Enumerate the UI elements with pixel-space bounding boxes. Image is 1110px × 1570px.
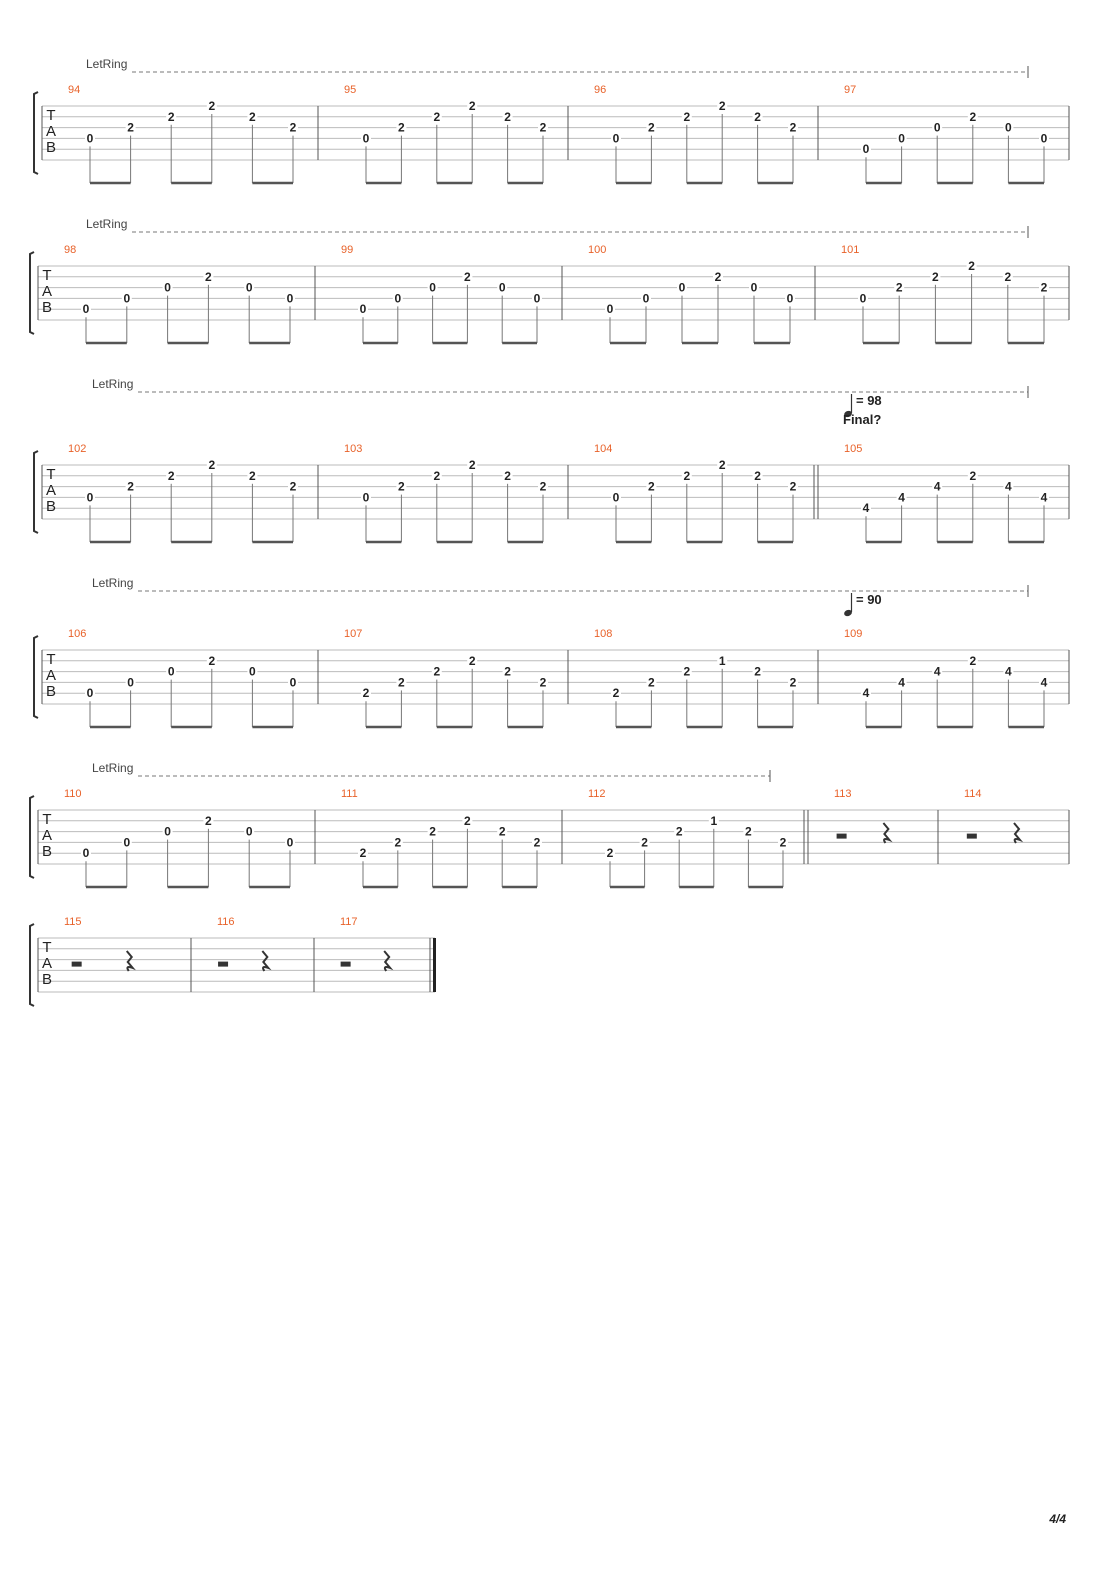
section-label: Final? <box>843 412 882 427</box>
measure-number: 95 <box>344 84 357 96</box>
tempo-value: = 98 <box>856 393 882 408</box>
fret-number: 0 <box>606 302 614 317</box>
fret-number: 2 <box>533 835 541 850</box>
fret-number: 0 <box>86 490 94 505</box>
measure-number: 99 <box>341 244 354 256</box>
fret-number: 2 <box>641 835 648 850</box>
page-number: 4/4 <box>1049 1512 1066 1526</box>
measure-number: 102 <box>68 443 87 455</box>
fret-number: 2 <box>205 813 212 828</box>
tab-clef-letter: A <box>45 123 57 140</box>
fret-number: 0 <box>249 664 256 679</box>
fret-number: 0 <box>394 291 402 306</box>
fret-number: 2 <box>606 846 614 861</box>
let-ring-label: LetRing <box>92 377 134 391</box>
fret-number: 2 <box>289 479 297 494</box>
measure-number: 103 <box>344 443 363 455</box>
half-rest <box>218 962 228 967</box>
measure-number: 98 <box>64 244 77 256</box>
fret-number: 2 <box>789 675 797 690</box>
measure-number: 116 <box>217 916 235 928</box>
fret-number: 0 <box>498 280 506 295</box>
tab-clef-letter: A <box>41 827 53 844</box>
fret-number: 0 <box>127 675 134 690</box>
fret-number: 2 <box>718 99 726 113</box>
fret-number: 0 <box>612 490 620 505</box>
tab-clef-letter: A <box>41 283 53 300</box>
fret-number: 4 <box>933 664 941 679</box>
system-bracket <box>30 252 34 334</box>
fret-number: 0 <box>123 291 131 306</box>
fret-number: 2 <box>779 835 787 850</box>
system-bracket <box>30 924 34 1006</box>
let-ring-label: LetRing <box>86 217 128 231</box>
fret-number: 2 <box>683 109 691 124</box>
fret-number: 2 <box>359 846 367 861</box>
quarter-rest <box>262 951 268 971</box>
tab-clef-letter: B <box>41 971 53 988</box>
fret-number: 0 <box>862 142 870 157</box>
fret-number: 0 <box>642 291 650 306</box>
fret-number: 4 <box>1005 664 1012 679</box>
fret-number: 0 <box>786 291 794 306</box>
fret-number: 0 <box>167 664 175 679</box>
fret-number: 0 <box>86 131 94 146</box>
tab-clef-letter: B <box>41 843 53 860</box>
tab-clef-letter: T <box>46 466 56 483</box>
fret-number: 2 <box>205 269 212 284</box>
measure-number: 96 <box>594 84 607 96</box>
measure-number: 115 <box>64 916 82 928</box>
fret-number: 2 <box>969 468 977 483</box>
fret-number: 0 <box>362 131 370 146</box>
fret-number: 2 <box>398 120 405 135</box>
fret-number: 0 <box>164 824 171 839</box>
measure-number: 94 <box>68 84 81 96</box>
measure-number: 109 <box>844 628 863 640</box>
fret-number: 2 <box>127 120 134 135</box>
fret-number: 2 <box>464 813 471 828</box>
fret-number: 4 <box>1040 675 1048 690</box>
system-bracket <box>34 636 38 718</box>
let-ring-label: LetRing <box>86 57 128 71</box>
fret-number: 2 <box>504 468 511 483</box>
measure-number: 100 <box>588 244 607 256</box>
final-barline-thick <box>433 938 436 992</box>
fret-number: 0 <box>289 675 297 690</box>
tab-clef-letter: B <box>45 139 57 156</box>
measure-number: 106 <box>68 628 87 640</box>
fret-number: 0 <box>123 835 131 850</box>
fret-number: 0 <box>1005 120 1012 135</box>
fret-number: 2 <box>498 824 506 839</box>
fret-number: 2 <box>362 686 370 701</box>
fret-number: 2 <box>745 824 752 839</box>
fret-number: 2 <box>249 468 256 483</box>
fret-number: 2 <box>464 269 471 284</box>
fret-number: 2 <box>968 259 975 273</box>
fret-number: 2 <box>612 686 620 701</box>
fret-number: 2 <box>394 835 402 850</box>
fret-number: 0 <box>359 302 367 317</box>
fret-number: 2 <box>504 664 511 679</box>
measure-number: 113 <box>834 788 852 800</box>
tab-clef-letter: A <box>45 482 57 499</box>
fret-number: 2 <box>683 468 691 483</box>
fret-number: 0 <box>82 302 90 317</box>
measure-number: 117 <box>340 916 358 928</box>
fret-number: 2 <box>714 269 722 284</box>
tab-clef-letter: T <box>42 939 52 956</box>
fret-number: 2 <box>504 109 511 124</box>
fret-number: 2 <box>754 109 761 124</box>
tab-clef-letter: T <box>46 651 56 668</box>
tab-clef-letter: T <box>42 267 52 284</box>
fret-number: 1 <box>718 653 726 668</box>
fret-number: 2 <box>969 653 977 668</box>
fret-number: 2 <box>789 120 797 135</box>
fret-number: 4 <box>862 686 870 701</box>
fret-number: 4 <box>1005 479 1012 494</box>
tempo-value: = 90 <box>856 592 882 607</box>
fret-number: 2 <box>539 120 547 135</box>
measure-number: 114 <box>964 788 982 800</box>
measure-number: 110 <box>64 788 82 800</box>
system-bracket <box>34 92 38 174</box>
half-rest <box>72 962 82 967</box>
measure-number: 112 <box>588 788 606 800</box>
quarter-rest <box>384 951 390 971</box>
fret-number: 2 <box>127 479 134 494</box>
fret-number: 2 <box>433 468 441 483</box>
fret-number: 2 <box>167 468 175 483</box>
system-bracket <box>34 451 38 533</box>
measure-number: 111 <box>341 788 358 800</box>
fret-number: 2 <box>539 675 547 690</box>
fret-number: 2 <box>648 479 655 494</box>
fret-number: 0 <box>82 846 90 861</box>
tab-clef-letter: A <box>45 667 57 684</box>
fret-number: 0 <box>286 291 294 306</box>
fret-number: 2 <box>468 458 476 472</box>
fret-number: 2 <box>789 479 797 494</box>
fret-number: 2 <box>398 479 405 494</box>
measure-number: 105 <box>844 443 863 455</box>
fret-number: 0 <box>286 835 294 850</box>
fret-number: 0 <box>164 280 171 295</box>
fret-number: 0 <box>245 280 253 295</box>
fret-number: 2 <box>468 99 476 113</box>
fret-number: 0 <box>898 131 905 146</box>
tab-clef-letter: A <box>41 955 53 972</box>
fret-number: 2 <box>648 120 655 135</box>
fret-number: 2 <box>683 664 691 679</box>
measure-number: 107 <box>344 628 363 640</box>
quarter-rest <box>883 823 889 843</box>
fret-number: 0 <box>933 120 941 135</box>
fret-number: 2 <box>754 664 761 679</box>
quarter-rest <box>127 951 133 971</box>
fret-number: 2 <box>895 280 903 295</box>
fret-number: 2 <box>754 468 761 483</box>
fret-number: 4 <box>898 675 905 690</box>
fret-number: 2 <box>648 675 655 690</box>
fret-number: 0 <box>678 280 686 295</box>
fret-number: 0 <box>1040 131 1048 146</box>
fret-number: 1 <box>710 813 718 828</box>
measure-number: 101 <box>841 244 860 256</box>
fret-number: 2 <box>932 269 939 284</box>
fret-number: 0 <box>429 280 436 295</box>
fret-number: 2 <box>398 675 405 690</box>
fret-number: 2 <box>208 458 216 472</box>
fret-number: 4 <box>862 501 870 516</box>
system-bracket <box>30 796 34 878</box>
fret-number: 2 <box>208 99 216 113</box>
fret-number: 4 <box>1040 490 1048 505</box>
fret-number: 2 <box>289 120 297 135</box>
fret-number: 2 <box>1004 269 1012 284</box>
fret-number: 2 <box>167 109 175 124</box>
measure-number: 108 <box>594 628 613 640</box>
half-rest <box>967 834 977 839</box>
fret-number: 0 <box>362 490 370 505</box>
fret-number: 2 <box>433 664 441 679</box>
tab-clef-letter: T <box>42 811 52 828</box>
fret-number: 0 <box>86 686 94 701</box>
half-rest <box>341 962 351 967</box>
let-ring-label: LetRing <box>92 761 134 775</box>
half-rest <box>837 834 847 839</box>
fret-number: 2 <box>429 824 436 839</box>
let-ring-label: LetRing <box>92 576 134 590</box>
fret-number: 4 <box>933 479 941 494</box>
fret-number: 2 <box>718 458 726 472</box>
tab-clef-letter: B <box>41 299 53 316</box>
fret-number: 2 <box>468 653 476 668</box>
fret-number: 0 <box>612 131 620 146</box>
fret-number: 2 <box>539 479 547 494</box>
fret-number: 2 <box>1040 280 1048 295</box>
fret-number: 2 <box>249 109 256 124</box>
measure-number: 97 <box>844 84 857 96</box>
fret-number: 4 <box>898 490 905 505</box>
fret-number: 2 <box>969 109 977 124</box>
fret-number: 2 <box>433 109 441 124</box>
fret-number: 2 <box>675 824 683 839</box>
tab-clef-letter: T <box>46 107 56 124</box>
fret-number: 0 <box>533 291 541 306</box>
tab-clef-letter: B <box>45 498 57 515</box>
tab-clef-letter: B <box>45 683 57 700</box>
quarter-rest <box>1014 823 1020 843</box>
fret-number: 0 <box>750 280 758 295</box>
fret-number: 2 <box>208 653 216 668</box>
fret-number: 0 <box>245 824 253 839</box>
fret-number: 0 <box>859 291 867 306</box>
measure-number: 104 <box>594 443 613 455</box>
